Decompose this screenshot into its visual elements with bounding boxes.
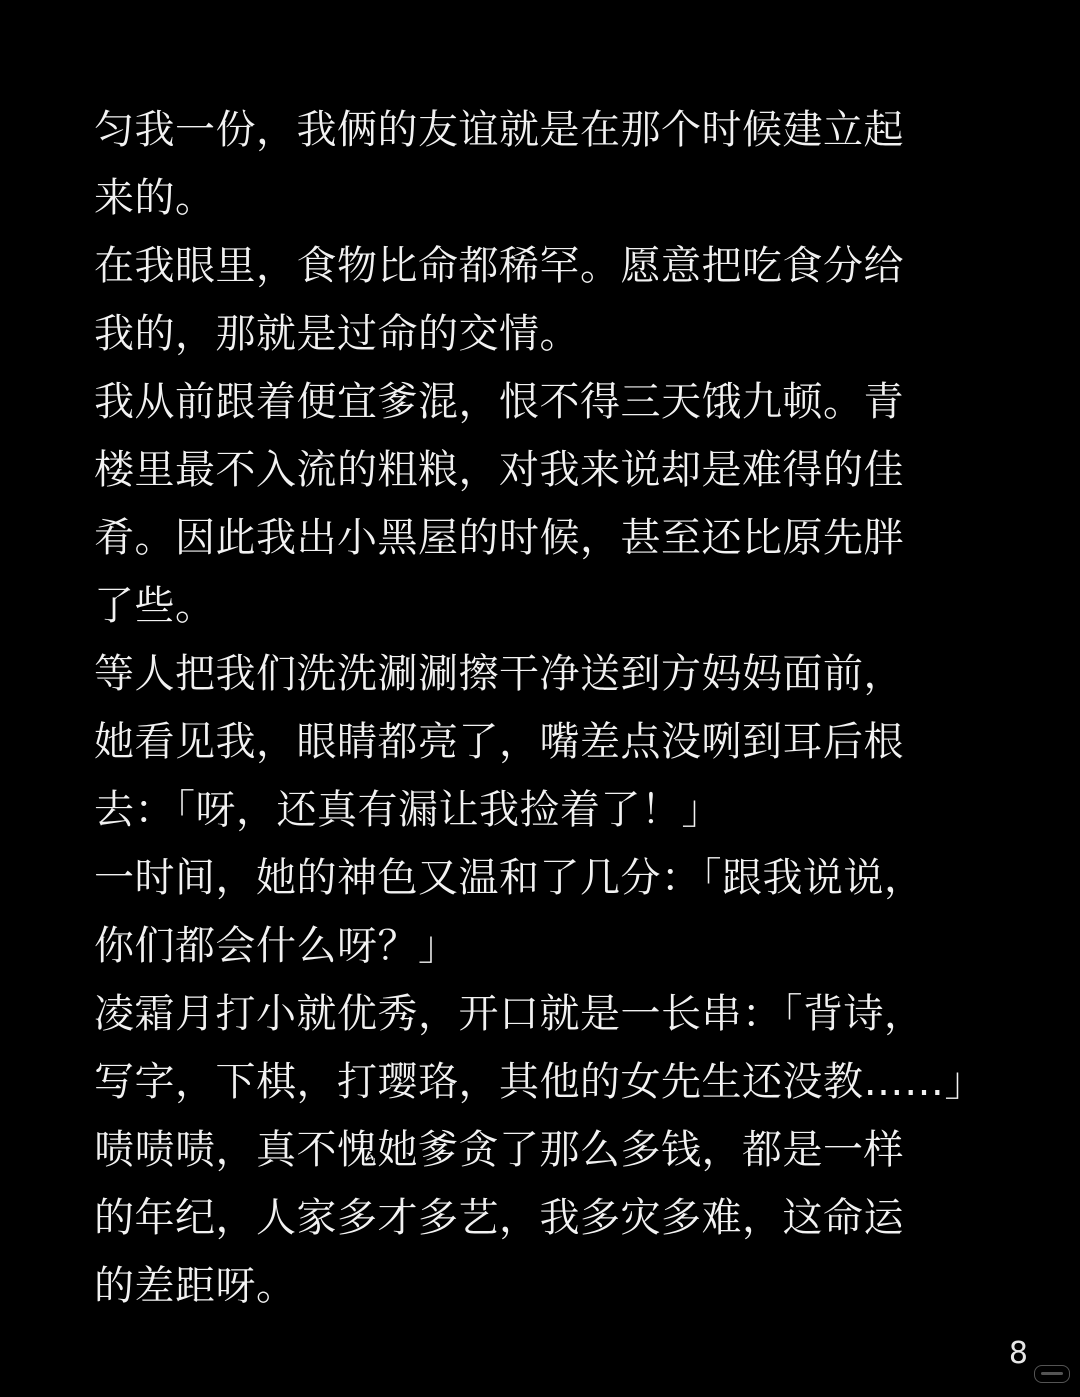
text-line: 等人把我们洗洗涮涮擦干净送到方妈妈面前，: [94, 651, 904, 697]
text-line: 来的。: [94, 175, 216, 221]
text-line: 了些。: [94, 583, 216, 629]
text-line: 她看见我，眼睛都亮了，嘴差点没咧到耳后根: [94, 719, 904, 765]
body-text: [94, 96, 1034, 1320]
text-line: 凌霜月打小就优秀，开口就是一长串：「背诗，: [94, 991, 925, 1037]
text-line: 我从前跟着便宜爹混，恨不得三天饿九顿。青: [94, 379, 904, 425]
watermark-icon: [1034, 1365, 1070, 1383]
text-line: 的差距呀。: [94, 1263, 297, 1309]
text-line: 你们都会什么呀？」: [94, 923, 459, 969]
text-line: 肴。因此我出小黑屋的时候，甚至还比原先胖: [94, 515, 904, 561]
text-line: 匀我一份，我俩的友谊就是在那个时候建立起: [94, 107, 904, 153]
text-line: 的年纪，人家多才多艺，我多灾多难，这命运: [94, 1195, 904, 1241]
text-line: 一时间，她的神色又温和了几分：「跟我说说，: [94, 855, 925, 901]
text-line: 啧啧啧，真不愧她爹贪了那么多钱，都是一样: [94, 1127, 904, 1173]
text-line: 楼里最不入流的粗粮，对我来说却是难得的佳: [94, 447, 904, 493]
text-line: 在我眼里，食物比命都稀罕。愿意把吃食分给: [94, 243, 904, 289]
text-line: 我的，那就是过命的交情。: [94, 311, 580, 357]
page-number: 8: [1008, 1336, 1028, 1371]
text-line: 去：「呀，还真有漏让我捡着了！」: [94, 787, 722, 833]
text-line: 写字，下棋，打璎珞，其他的女先生还没教……」: [94, 1059, 985, 1105]
